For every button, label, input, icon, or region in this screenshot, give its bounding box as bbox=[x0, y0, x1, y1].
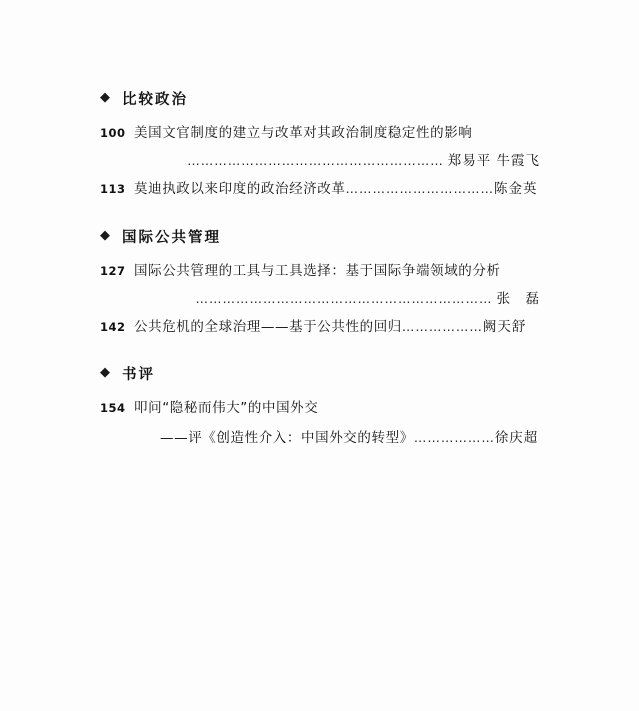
dot-leader: ……………… bbox=[413, 430, 495, 446]
entry-subtitle: ——评《创造性介入：中国外交的转型》 bbox=[160, 430, 414, 447]
section-title: 国际公共管理 bbox=[122, 229, 221, 246]
section-header bbox=[100, 363, 540, 384]
section-title: 书评 bbox=[122, 367, 155, 383]
diamond-bullet-icon: ◆ bbox=[100, 365, 110, 380]
entry-authors: 徐庆超 bbox=[494, 430, 539, 447]
page-number: 100 bbox=[100, 126, 126, 140]
section-title: 比较政治 bbox=[122, 92, 188, 108]
toc-entry[interactable] bbox=[100, 123, 540, 169]
entry-title-text: 莫迪执政以来印度的政治经济改革 bbox=[134, 181, 346, 198]
toc-entry-author-line bbox=[100, 149, 540, 169]
toc-entry-main-line bbox=[100, 123, 540, 143]
toc-entry-main-line bbox=[100, 261, 540, 281]
toc-entry[interactable] bbox=[100, 398, 540, 446]
page-number: 127 bbox=[100, 263, 126, 278]
toc-entry[interactable] bbox=[100, 179, 540, 199]
toc-section bbox=[100, 88, 540, 200]
toc-entry[interactable] bbox=[100, 261, 540, 307]
page-number: 154 bbox=[100, 401, 126, 415]
entry-title-text: 公共危机的全球治理——基于公共性的回归 bbox=[134, 318, 402, 335]
entry-authors: 阙天舒 bbox=[482, 318, 527, 335]
page-number: 113 bbox=[100, 182, 126, 197]
table-of-contents bbox=[100, 62, 540, 456]
entry-title: 美国文官制度的建立与改革对其政治制度稳定性的影响 bbox=[134, 125, 473, 141]
entry-title bbox=[134, 317, 540, 337]
entry-title: 国际公共管理的工具与工具选择：基于国际争端领域的分析 bbox=[134, 262, 501, 279]
dot-leader: ………………………………………………… bbox=[187, 153, 444, 169]
diamond-bullet-icon: ◆ bbox=[100, 90, 110, 105]
toc-entry-subtitle-line bbox=[100, 426, 540, 446]
dot-leader: …………………………… bbox=[345, 181, 494, 197]
dot-leader: ……………… bbox=[401, 318, 483, 334]
page-number: 142 bbox=[100, 319, 126, 334]
toc-entry-author-line bbox=[100, 287, 540, 307]
toc-entry[interactable] bbox=[100, 317, 540, 337]
diamond-bullet-icon: ◆ bbox=[100, 227, 110, 243]
toc-entry-main-line bbox=[100, 317, 540, 337]
section-header bbox=[100, 88, 540, 109]
entry-title: 叩问“隐秘而伟大”的中国外交 bbox=[134, 400, 319, 416]
entry-authors: 郑易平 牛霞飞 bbox=[447, 153, 540, 170]
toc-section bbox=[100, 226, 540, 338]
dot-leader: ………………………………………………………… bbox=[195, 290, 493, 306]
entry-authors: 张 磊 bbox=[496, 290, 540, 307]
entry-title bbox=[134, 179, 540, 199]
section-header bbox=[100, 226, 540, 247]
toc-entry-main-line bbox=[100, 179, 540, 199]
toc-section bbox=[100, 363, 540, 446]
entry-authors: 陈金英 bbox=[494, 181, 538, 198]
toc-entry-main-line bbox=[100, 398, 540, 418]
